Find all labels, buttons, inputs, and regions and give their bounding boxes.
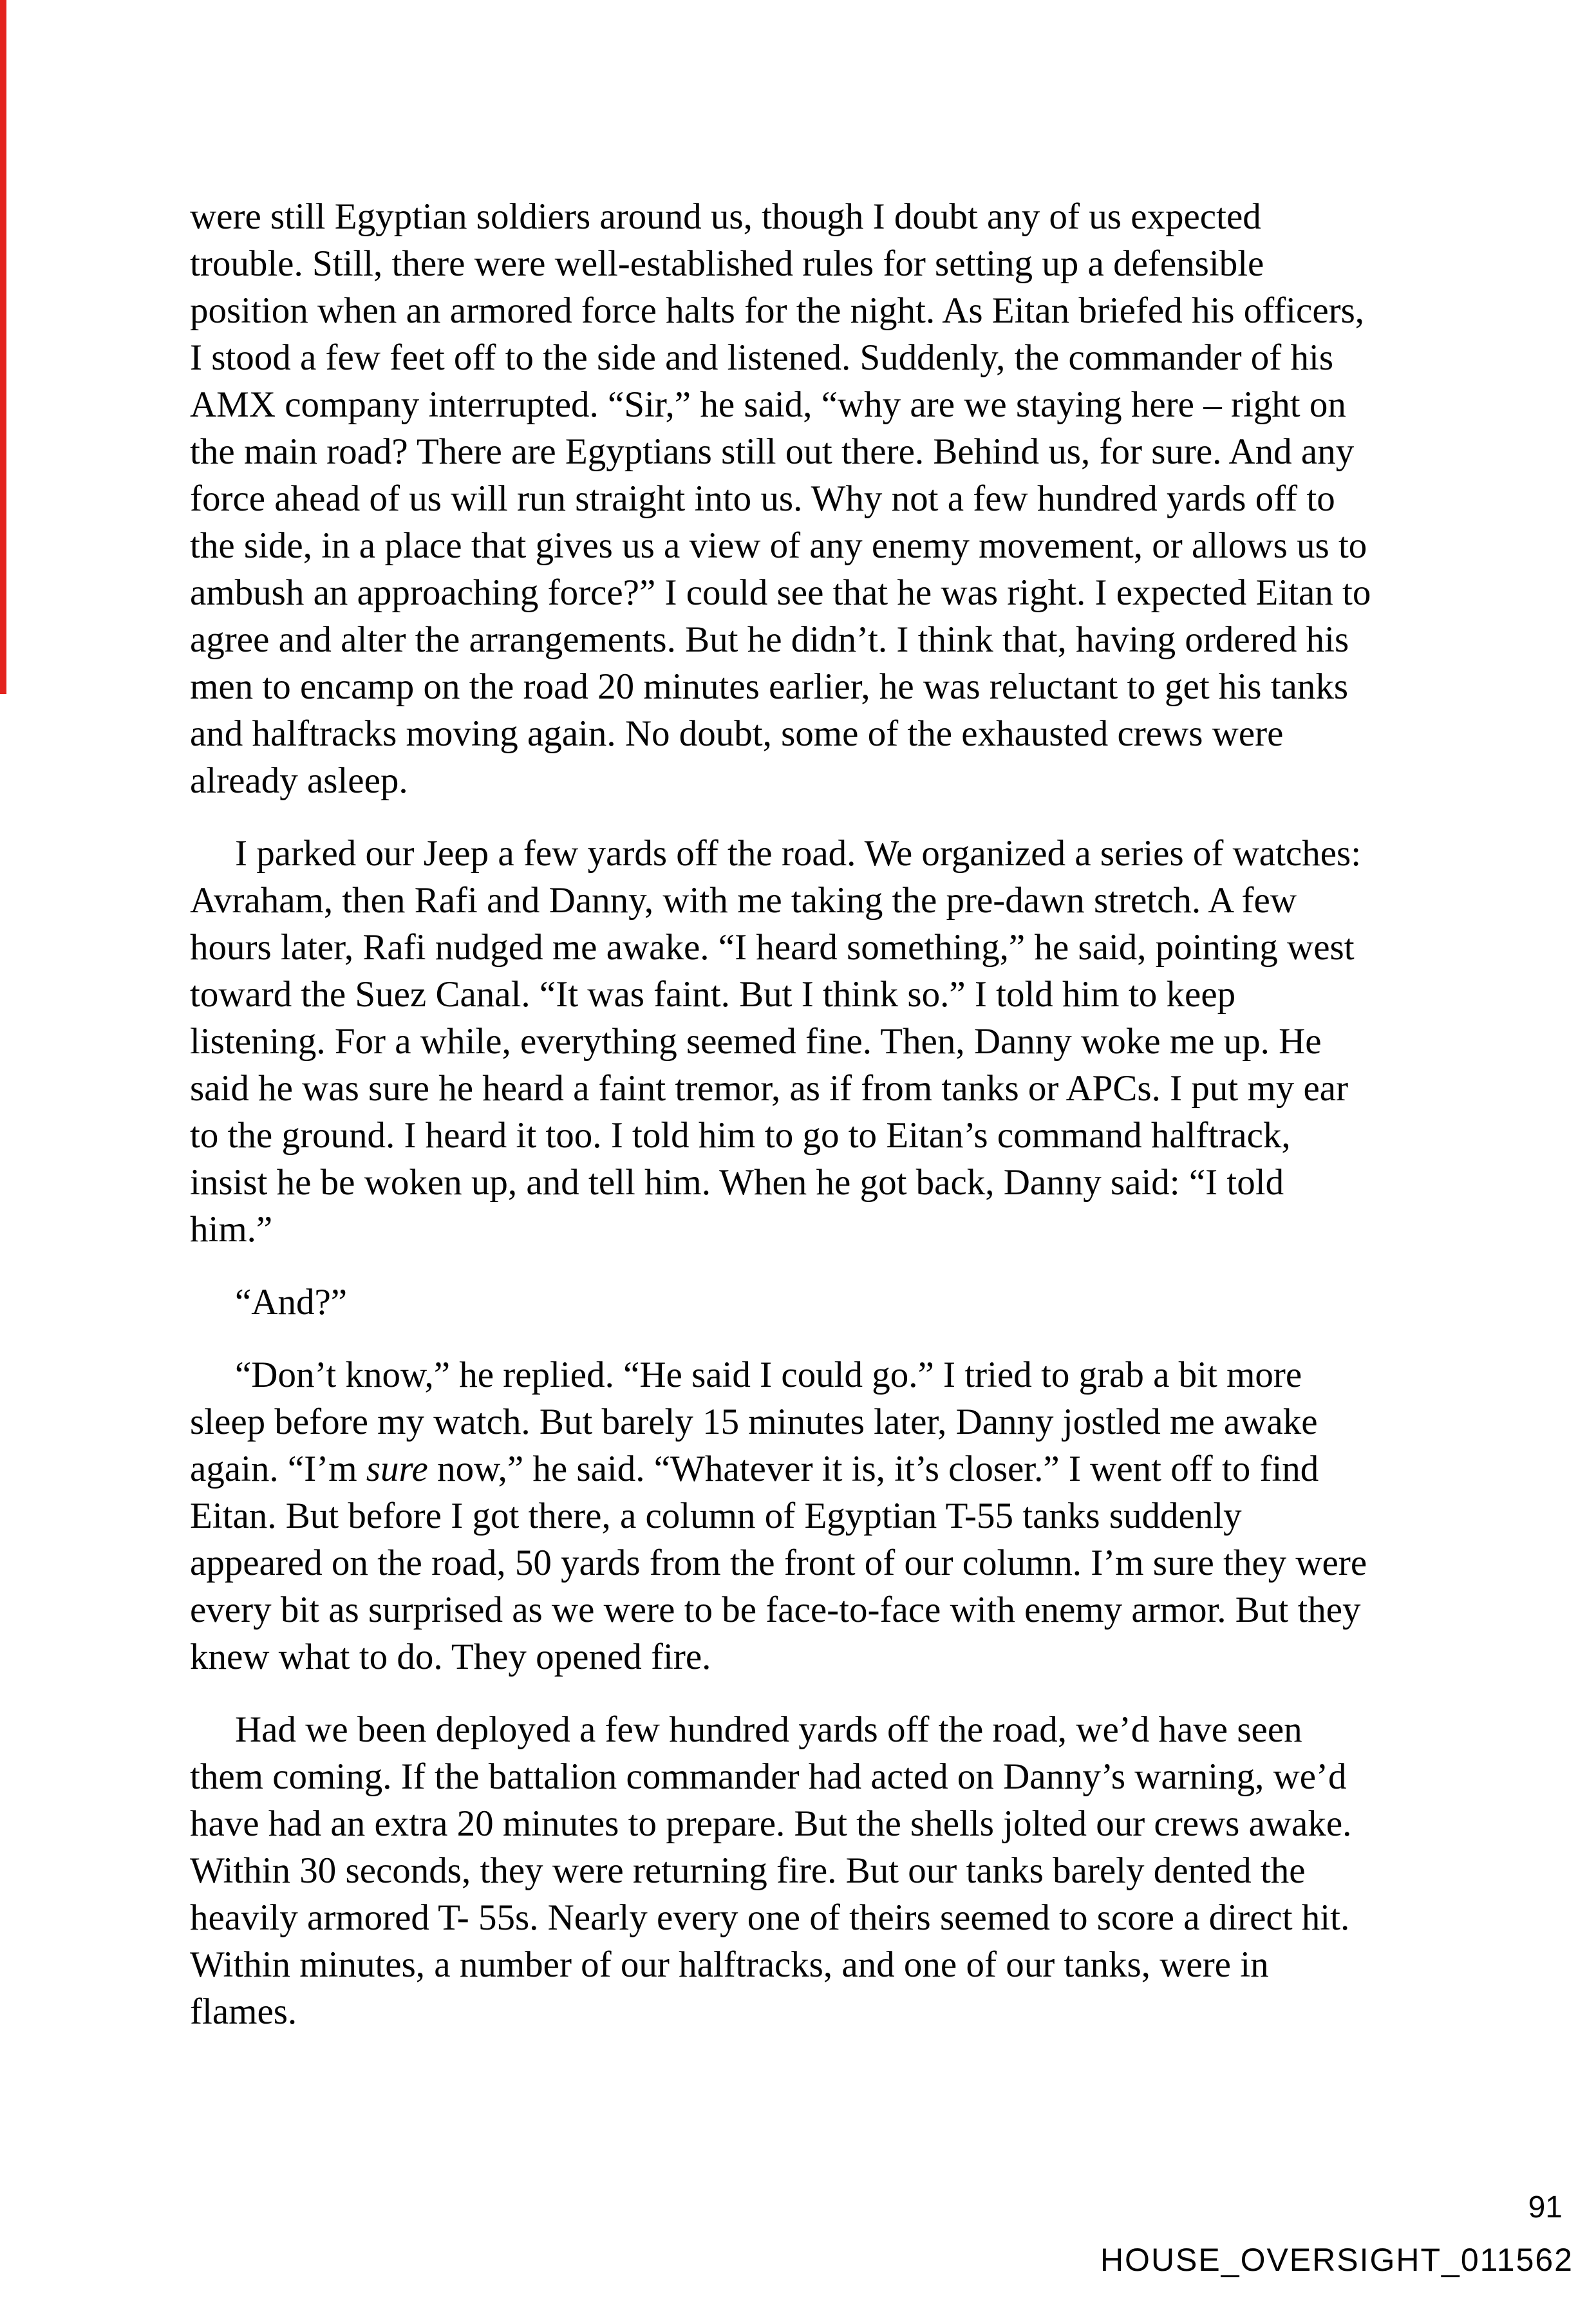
text-line: Within minutes, a number of our halftracks, and one of our tanks, were in bbox=[190, 1944, 1269, 1985]
text-line: to the ground. I heard it too. I told him to go to Eitan’s command halftrack, bbox=[190, 1115, 1291, 1156]
text-line: sleep before my watch. But barely 15 minutes later, Danny jostled me awake bbox=[190, 1402, 1318, 1442]
text-line: heavily armored T- 55s. Nearly every one of theirs seemed to score a direct hit. bbox=[190, 1897, 1350, 1938]
bates-number: HOUSE_OVERSIGHT_011562 bbox=[1100, 2242, 1573, 2278]
text-line: AMX company interrupted. “Sir,” he said, “why are we staying here – right on bbox=[190, 384, 1346, 425]
text-line: appeared on the road, 50 yards from the front of our column. I’m sure they were bbox=[190, 1543, 1367, 1583]
text-line: Avraham, then Rafi and Danny, with me taking the pre-dawn stretch. A few bbox=[190, 880, 1297, 921]
text-line: Eitan. But before I got there, a column of Egyptian T-55 tanks suddenly bbox=[190, 1496, 1242, 1536]
text-line: “And?” bbox=[235, 1282, 348, 1322]
text-line: ambush an approaching force?” I could see that he was right. I expected Eitan to bbox=[190, 572, 1371, 613]
text-line: knew what to do. They opened fire. bbox=[190, 1637, 711, 1677]
scan-edge-red-strip bbox=[0, 0, 6, 694]
text-line: I parked our Jeep a few yards off the road. We organized a series of watches: bbox=[235, 833, 1362, 874]
paragraph bbox=[190, 193, 1452, 804]
page-number: 91 bbox=[1528, 2190, 1563, 2224]
text-line: toward the Suez Canal. “It was faint. But I think so.” I told him to keep bbox=[190, 974, 1236, 1015]
text-line: said he was sure he heard a faint tremor, as if from tanks or APCs. I put my ear bbox=[190, 1068, 1349, 1109]
text-line: were still Egyptian soldiers around us, though I doubt any of us expected bbox=[190, 196, 1261, 237]
text-line: again. “I’m sure now,” he said. “Whatever it is, it’s closer.” I went off to find bbox=[190, 1449, 1319, 1489]
paragraph bbox=[190, 1279, 1452, 1326]
text-line: every bit as surprised as we were to be face-to-face with enemy armor. But they bbox=[190, 1590, 1361, 1630]
paragraph bbox=[190, 830, 1452, 1253]
text-line: force ahead of us will run straight into us. Why not a few hundred yards off to bbox=[190, 478, 1335, 519]
text-line: have had an extra 20 minutes to prepare. But the shells jolted our crews awake. bbox=[190, 1803, 1352, 1844]
text-line: Within 30 seconds, they were returning fire. But our tanks barely dented the bbox=[190, 1850, 1306, 1891]
text-line: trouble. Still, there were well-established rules for setting up a defensible bbox=[190, 243, 1264, 284]
text-line: the side, in a place that gives us a view of any enemy movement, or allows us to bbox=[190, 525, 1367, 566]
text-line: position when an armored force halts for the night. As Eitan briefed his officers, bbox=[190, 290, 1365, 331]
text-line: “Don’t know,” he replied. “He said I could go.” I tried to grab a bit more bbox=[235, 1355, 1302, 1395]
text-line: agree and alter the arrangements. But he didn’t. I think that, having ordered his bbox=[190, 619, 1349, 660]
text-line: Had we been deployed a few hundred yards off the road, we’d have seen bbox=[235, 1709, 1302, 1750]
text-line: and halftracks moving again. No doubt, some of the exhausted crews were bbox=[190, 713, 1284, 754]
paragraph bbox=[190, 1351, 1452, 1680]
text-line: already asleep. bbox=[190, 760, 408, 801]
text-line: listening. For a while, everything seemed fine. Then, Danny woke me up. He bbox=[190, 1021, 1322, 1062]
text-line: him.” bbox=[190, 1209, 273, 1250]
paragraph bbox=[190, 1706, 1452, 2035]
text-line: I stood a few feet off to the side and listened. Suddenly, the commander of his bbox=[190, 337, 1334, 378]
body-text bbox=[190, 193, 1452, 2035]
text-line: flames. bbox=[190, 1991, 297, 2032]
text-line: insist he be woken up, and tell him. When he got back, Danny said: “I told bbox=[190, 1162, 1284, 1203]
text-line: hours later, Rafi nudged me awake. “I heard something,” he said, pointing west bbox=[190, 927, 1355, 968]
text-line: the main road? There are Egyptians still out there. Behind us, for sure. And any bbox=[190, 431, 1355, 472]
text-line: men to encamp on the road 20 minutes earlier, he was reluctant to get his tanks bbox=[190, 666, 1349, 707]
text-line: them coming. If the battalion commander had acted on Danny’s warning, we’d bbox=[190, 1756, 1347, 1797]
